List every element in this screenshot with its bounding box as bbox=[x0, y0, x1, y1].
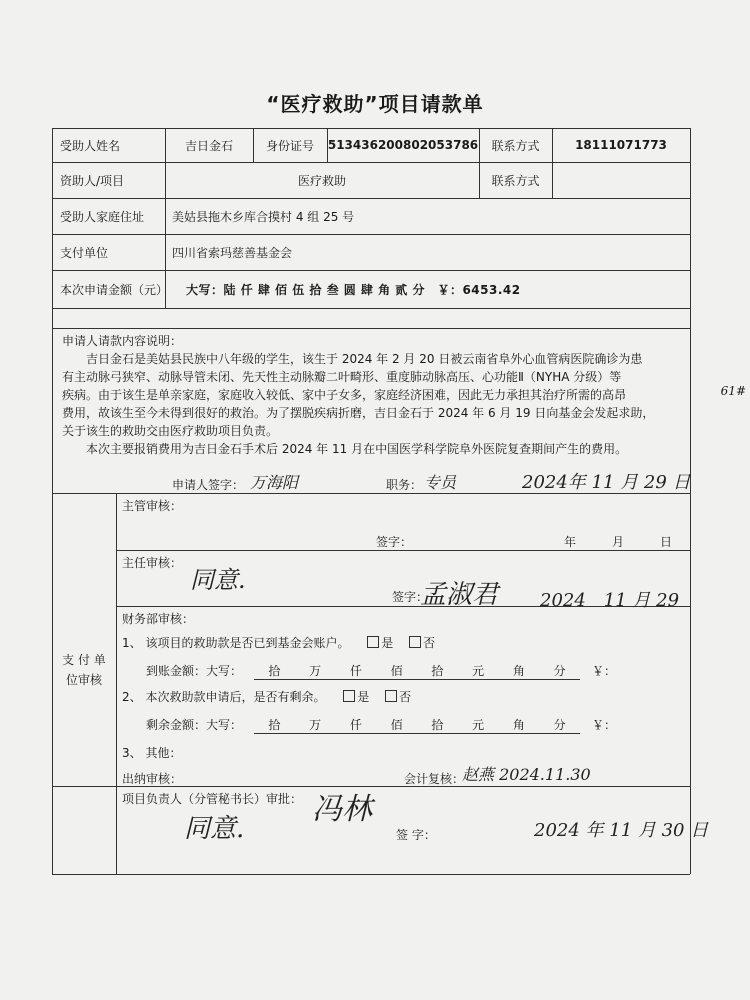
recipient-name-value: 吉日金石 bbox=[184, 138, 233, 153]
unit-label: 拾 bbox=[431, 664, 444, 678]
address-value: 美姑县拖木乡库合摸村 4 组 25 号 bbox=[172, 209, 355, 224]
project-manager-signature: 冯林 bbox=[312, 792, 372, 827]
arrival-amount-label: 到账金额：大写： bbox=[146, 664, 243, 678]
unit-label: 拾 bbox=[268, 664, 281, 678]
remaining-yen-label: ￥： bbox=[592, 718, 617, 732]
checkbox-icon bbox=[367, 636, 379, 648]
unit-label: 元 bbox=[472, 718, 485, 732]
supervisor-date: 年 月 日 bbox=[564, 535, 673, 549]
explanation-line: 吉日金石是美姑县民族中八年级的学生，该生于 2024 年 2 月 20 日被云南省阜外心血管病医院确诊为患 bbox=[86, 352, 643, 366]
funder-value: 医疗救助 bbox=[297, 173, 346, 188]
unit-label: 分 bbox=[553, 718, 566, 732]
accountant-label: 会计复核： bbox=[404, 772, 465, 786]
form-title: “医疗救助”项目请款单 bbox=[266, 92, 484, 116]
finance-question-2 bbox=[122, 688, 411, 705]
no-label: 否 bbox=[423, 636, 436, 650]
contact-label-2: 联系方式 bbox=[491, 173, 540, 188]
project-manager-comment: 同意. bbox=[184, 814, 245, 844]
payer-value: 四川省索玛慈善基金会 bbox=[172, 245, 293, 260]
supervisor-label: 主管审核： bbox=[122, 499, 183, 513]
funder-label: 资助人/项目 bbox=[60, 173, 125, 188]
applicant-date: 2024年 11 月 29 日 bbox=[522, 472, 691, 493]
explanation-paragraph-2: 本次主要报销费用为吉日金石手术后 2024 年 11 月在中国医学科学院阜外医院复查期间产生的费用。 bbox=[86, 442, 628, 456]
unit-label: 拾 bbox=[431, 718, 444, 732]
position-value: 专员 bbox=[424, 473, 457, 492]
unit-label: 仟 bbox=[349, 664, 362, 678]
yes-label: 是 bbox=[381, 636, 394, 650]
project-manager-date: 2024 年 11 月 30 日 bbox=[534, 820, 709, 841]
explanation-heading: 申请人请款内容说明： bbox=[62, 334, 183, 348]
finance-question-2-text: 2、 本次救助款申请后，是否有剩余。 bbox=[122, 690, 326, 704]
contact-label: 联系方式 bbox=[491, 138, 540, 153]
yes-option-2[interactable] bbox=[343, 690, 369, 704]
checkbox-icon bbox=[409, 636, 421, 648]
unit-label: 万 bbox=[309, 718, 322, 732]
finance-question-1-text: 1、 该项目的救助款是否已到基金会账户。 bbox=[122, 636, 350, 650]
applicant-sign-label: 申请人签字： bbox=[172, 478, 245, 492]
contact-phone-value: 18111071773 bbox=[575, 138, 667, 152]
checkbox-icon bbox=[385, 690, 397, 702]
remaining-amount-line[interactable] bbox=[254, 716, 580, 734]
unit-label: 拾 bbox=[268, 718, 281, 732]
director-sign-label: 签字： bbox=[392, 590, 429, 604]
cashier-label: 出纳审核： bbox=[122, 772, 183, 786]
unit-label: 仟 bbox=[349, 718, 362, 732]
unit-label: 分 bbox=[553, 664, 566, 678]
address-label: 受助人家庭住址 bbox=[60, 209, 145, 224]
applicant-signature: 万海阳 bbox=[250, 473, 299, 492]
explanation-line: 关于该生的救助交由医疗救助项目负责。 bbox=[62, 424, 279, 438]
arrival-amount-line[interactable] bbox=[254, 662, 580, 680]
id-number-value: 513436200802053786 bbox=[327, 138, 479, 152]
amount-label: 本次申请金额（元） bbox=[60, 282, 169, 297]
finance-question-1 bbox=[122, 634, 435, 651]
no-option-2[interactable] bbox=[385, 690, 411, 704]
explanation-paragraph-1 bbox=[62, 350, 694, 458]
yes-option-1[interactable] bbox=[367, 636, 393, 650]
unit-label: 角 bbox=[512, 664, 525, 678]
finance-label: 财务部审核： bbox=[122, 612, 195, 626]
unit-label: 万 bbox=[309, 664, 322, 678]
finance-question-3: 3、 其他： bbox=[122, 746, 182, 760]
explanation-line: 有主动脉弓狭窄、动脉导管未闭、先天性主动脉瓣二叶畸形、重度肺动脉高压、心功能Ⅱ（NYHA 分级）等 bbox=[62, 370, 622, 384]
director-signature: 孟淑君 bbox=[420, 580, 499, 610]
unit-label: 角 bbox=[512, 718, 525, 732]
arrival-yen-label: ￥： bbox=[592, 664, 617, 678]
yes-label: 是 bbox=[357, 690, 370, 704]
director-comment: 同意. bbox=[190, 566, 246, 594]
supervisor-sign-label: 签字： bbox=[376, 535, 413, 549]
unit-label: 佰 bbox=[390, 664, 403, 678]
remaining-amount-label: 剩余金额：大写： bbox=[146, 718, 243, 732]
director-label: 主任审核： bbox=[122, 556, 183, 570]
explanation-line: 费用，故该生至今未得到很好的救治。为了摆脱疾病折磨，吉日金石于 2024 年 6 月 19 日向基金会发起求助， bbox=[62, 406, 655, 420]
payer-label: 支付单位 bbox=[60, 245, 109, 260]
id-label: 身份证号 bbox=[265, 138, 314, 153]
project-manager-sign-label: 签 字： bbox=[396, 828, 436, 842]
no-label: 否 bbox=[399, 690, 412, 704]
unit-label: 佰 bbox=[390, 718, 403, 732]
no-option-1[interactable] bbox=[409, 636, 435, 650]
unit-label: 元 bbox=[472, 664, 485, 678]
checkbox-icon bbox=[343, 690, 355, 702]
side-mark: 61# bbox=[720, 384, 746, 398]
director-date: 2024 11 月 29 bbox=[540, 590, 680, 611]
project-manager-label: 项目负责人（分管秘书长）审批： bbox=[122, 792, 303, 806]
accountant-signature: 赵燕 2024.11.30 bbox=[462, 765, 591, 784]
explanation-line: 疾病。由于该生是单亲家庭，家庭收入较低、家中子女多，家庭经济困难，因此无力承担其治疗所需的高昂 bbox=[62, 388, 627, 402]
position-label: 职务： bbox=[386, 478, 423, 492]
payer-review-side-label: 支 付 单 位审核 bbox=[62, 653, 106, 687]
recipient-name-label: 受助人姓名 bbox=[60, 138, 121, 153]
amount-value: 大写：陆 仟 肆 佰 伍 拾 叁 圆 肆 角 贰 分 ￥：6453.42 bbox=[186, 282, 521, 297]
